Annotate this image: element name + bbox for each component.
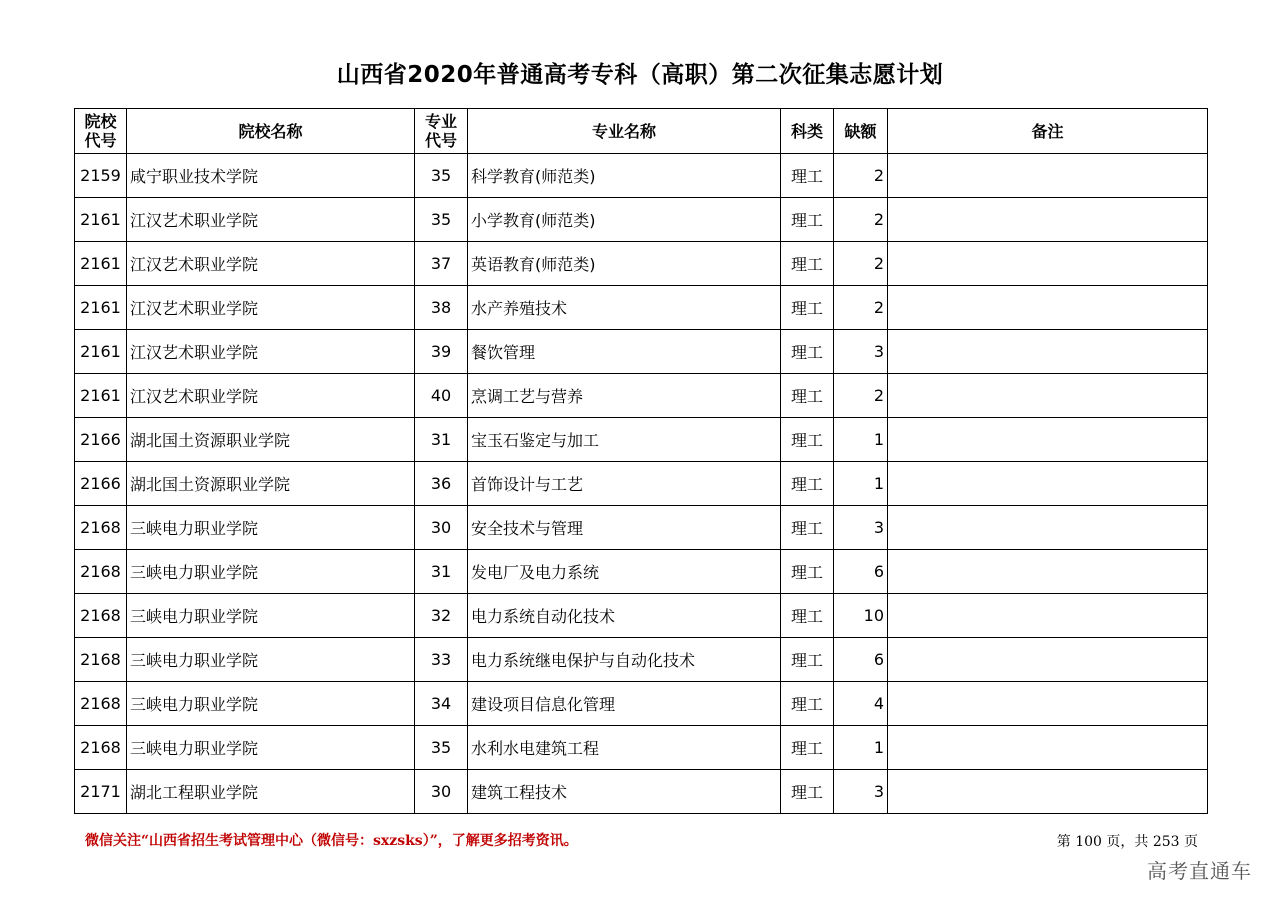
page-title: 山西省2020年普通高考专科（高职）第二次征集志愿计划 <box>336 62 944 88</box>
vacancy-cell: 4 <box>834 682 888 726</box>
table-row <box>75 550 1208 594</box>
category-cell: 理工 <box>781 418 834 462</box>
major-code-cell: 33 <box>415 638 468 682</box>
table-row <box>75 682 1208 726</box>
enrollment-plan-table <box>74 108 1208 814</box>
school-name-cell: 三峡电力职业学院 <box>127 726 415 770</box>
remarks-cell <box>888 638 1208 682</box>
school-name-cell: 江汉艺术职业学院 <box>127 242 415 286</box>
category-cell: 理工 <box>781 462 834 506</box>
wechat-follow-notice: 微信关注“山西省招生考试管理中心（微信号：sxzsks）”，了解更多招考资讯。 <box>85 833 578 849</box>
vacancy-cell: 2 <box>834 198 888 242</box>
table-row <box>75 374 1208 418</box>
major-code-cell: 32 <box>415 594 468 638</box>
table-row <box>75 198 1208 242</box>
major-name-cell: 小学教育(师范类) <box>468 198 781 242</box>
remarks-cell <box>888 594 1208 638</box>
school-name-cell: 三峡电力职业学院 <box>127 682 415 726</box>
school-code-cell: 2171 <box>75 770 127 814</box>
major-name-cell: 发电厂及电力系统 <box>468 550 781 594</box>
major-code-cell: 35 <box>415 726 468 770</box>
header-school-name: 院校名称 <box>127 109 415 154</box>
vacancy-cell: 3 <box>834 770 888 814</box>
major-name-cell: 电力系统自动化技术 <box>468 594 781 638</box>
page-number: 第 100 页，共 253 页 <box>1056 834 1198 850</box>
school-name-cell: 三峡电力职业学院 <box>127 506 415 550</box>
major-name-cell: 宝玉石鉴定与加工 <box>468 418 781 462</box>
school-name-cell: 湖北国土资源职业学院 <box>127 418 415 462</box>
remarks-cell <box>888 198 1208 242</box>
major-code-cell: 34 <box>415 682 468 726</box>
school-name-cell: 江汉艺术职业学院 <box>127 330 415 374</box>
major-code-cell: 40 <box>415 374 468 418</box>
category-cell: 理工 <box>781 726 834 770</box>
major-code-cell: 35 <box>415 198 468 242</box>
school-name-cell: 湖北工程职业学院 <box>127 770 415 814</box>
school-code-cell: 2161 <box>75 198 127 242</box>
category-cell: 理工 <box>781 286 834 330</box>
major-code-cell: 31 <box>415 550 468 594</box>
table-row <box>75 418 1208 462</box>
category-cell: 理工 <box>781 638 834 682</box>
table-row <box>75 154 1208 198</box>
school-name-cell: 三峡电力职业学院 <box>127 550 415 594</box>
remarks-cell <box>888 418 1208 462</box>
remarks-cell <box>888 550 1208 594</box>
vacancy-cell: 2 <box>834 154 888 198</box>
header-major-code: 专业 代号 <box>415 109 468 154</box>
table-row <box>75 330 1208 374</box>
major-code-cell: 35 <box>415 154 468 198</box>
vacancy-cell: 1 <box>834 726 888 770</box>
school-code-cell: 2161 <box>75 374 127 418</box>
major-code-cell: 31 <box>415 418 468 462</box>
header-remarks: 备注 <box>888 109 1208 154</box>
school-name-cell: 江汉艺术职业学院 <box>127 374 415 418</box>
remarks-cell <box>888 242 1208 286</box>
major-name-cell: 水利水电建筑工程 <box>468 726 781 770</box>
vacancy-cell: 3 <box>834 330 888 374</box>
major-name-cell: 首饰设计与工艺 <box>468 462 781 506</box>
major-name-cell: 科学教育(师范类) <box>468 154 781 198</box>
major-name-cell: 电力系统继电保护与自动化技术 <box>468 638 781 682</box>
major-name-cell: 安全技术与管理 <box>468 506 781 550</box>
header-category: 科类 <box>781 109 834 154</box>
category-cell: 理工 <box>781 506 834 550</box>
category-cell: 理工 <box>781 594 834 638</box>
vacancy-cell: 2 <box>834 242 888 286</box>
table-row <box>75 242 1208 286</box>
remarks-cell <box>888 330 1208 374</box>
category-cell: 理工 <box>781 550 834 594</box>
remarks-cell <box>888 462 1208 506</box>
category-cell: 理工 <box>781 770 834 814</box>
category-cell: 理工 <box>781 330 834 374</box>
school-code-cell: 2168 <box>75 638 127 682</box>
major-name-cell: 建设项目信息化管理 <box>468 682 781 726</box>
major-name-cell: 烹调工艺与营养 <box>468 374 781 418</box>
table-header-row <box>75 109 1208 154</box>
school-name-cell: 湖北国土资源职业学院 <box>127 462 415 506</box>
table-row <box>75 726 1208 770</box>
vacancy-cell: 2 <box>834 286 888 330</box>
major-name-cell: 英语教育(师范类) <box>468 242 781 286</box>
table-row <box>75 770 1208 814</box>
vacancy-cell: 6 <box>834 550 888 594</box>
school-code-cell: 2168 <box>75 550 127 594</box>
school-code-cell: 2168 <box>75 682 127 726</box>
school-code-cell: 2168 <box>75 594 127 638</box>
remarks-cell <box>888 374 1208 418</box>
vacancy-cell: 6 <box>834 638 888 682</box>
table-row <box>75 594 1208 638</box>
table-row <box>75 462 1208 506</box>
remarks-cell <box>888 682 1208 726</box>
header-school-code: 院校 代号 <box>75 109 127 154</box>
major-code-cell: 38 <box>415 286 468 330</box>
vacancy-cell: 10 <box>834 594 888 638</box>
vacancy-cell: 1 <box>834 462 888 506</box>
category-cell: 理工 <box>781 682 834 726</box>
vacancy-cell: 1 <box>834 418 888 462</box>
major-name-cell: 建筑工程技术 <box>468 770 781 814</box>
vacancy-cell: 3 <box>834 506 888 550</box>
major-name-cell: 水产养殖技术 <box>468 286 781 330</box>
category-cell: 理工 <box>781 154 834 198</box>
school-code-cell: 2166 <box>75 418 127 462</box>
major-code-cell: 37 <box>415 242 468 286</box>
school-name-cell: 三峡电力职业学院 <box>127 638 415 682</box>
remarks-cell <box>888 770 1208 814</box>
watermark-text: 高考直通车 <box>1147 859 1252 883</box>
school-code-cell: 2168 <box>75 506 127 550</box>
category-cell: 理工 <box>781 198 834 242</box>
table-row <box>75 506 1208 550</box>
school-code-cell: 2161 <box>75 286 127 330</box>
school-code-cell: 2166 <box>75 462 127 506</box>
major-code-cell: 30 <box>415 770 468 814</box>
school-code-cell: 2168 <box>75 726 127 770</box>
category-cell: 理工 <box>781 374 834 418</box>
school-name-cell: 江汉艺术职业学院 <box>127 286 415 330</box>
school-code-cell: 2161 <box>75 242 127 286</box>
school-code-cell: 2161 <box>75 330 127 374</box>
remarks-cell <box>888 154 1208 198</box>
remarks-cell <box>888 506 1208 550</box>
remarks-cell <box>888 286 1208 330</box>
school-name-cell: 咸宁职业技术学院 <box>127 154 415 198</box>
remarks-cell <box>888 726 1208 770</box>
school-code-cell: 2159 <box>75 154 127 198</box>
category-cell: 理工 <box>781 242 834 286</box>
major-code-cell: 39 <box>415 330 468 374</box>
header-vacancy: 缺额 <box>834 109 888 154</box>
header-major-name: 专业名称 <box>468 109 781 154</box>
school-name-cell: 三峡电力职业学院 <box>127 594 415 638</box>
vacancy-cell: 2 <box>834 374 888 418</box>
major-code-cell: 30 <box>415 506 468 550</box>
table-row <box>75 286 1208 330</box>
school-name-cell: 江汉艺术职业学院 <box>127 198 415 242</box>
table-row <box>75 638 1208 682</box>
major-name-cell: 餐饮管理 <box>468 330 781 374</box>
major-code-cell: 36 <box>415 462 468 506</box>
